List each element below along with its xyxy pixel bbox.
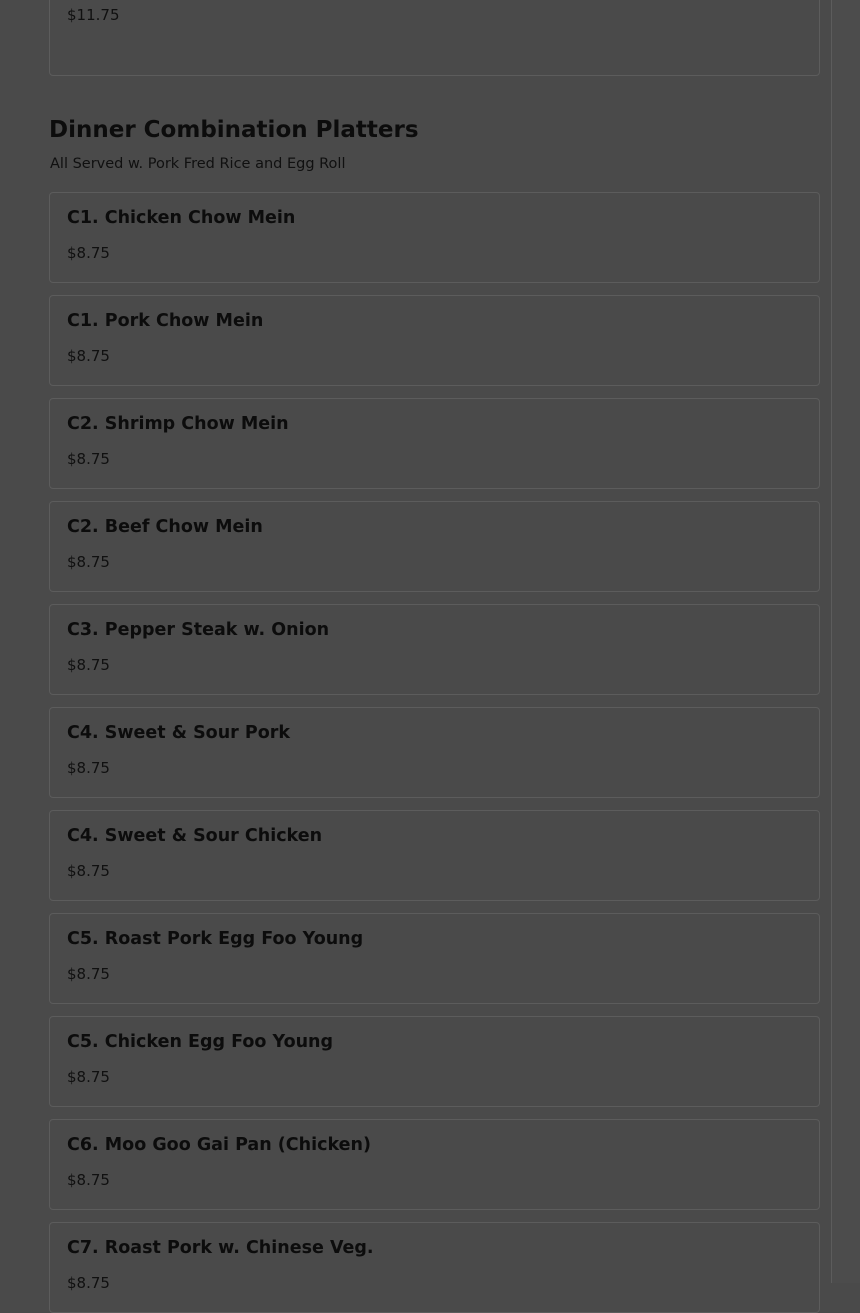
- menu-item-name: C3. Pepper Steak w. Onion: [67, 620, 330, 640]
- menu-item-price: $8.75: [67, 450, 110, 468]
- section-title: Dinner Combination Platters: [49, 117, 419, 143]
- menu-item-name: C1. Chicken Chow Mein: [67, 208, 296, 228]
- menu-item-price: $8.75: [67, 347, 110, 365]
- menu-item-price: $8.75: [67, 1068, 110, 1086]
- menu-item-card[interactable]: [49, 1222, 820, 1313]
- menu-item-card[interactable]: [49, 913, 820, 1004]
- menu-item-name: C1. Pork Chow Mein: [67, 311, 264, 331]
- menu-item-card[interactable]: [49, 810, 820, 901]
- menu-item-card[interactable]: [49, 192, 820, 283]
- menu-item-name: C6. Moo Goo Gai Pan (Chicken): [67, 1135, 371, 1155]
- menu-item-price: $8.75: [67, 656, 110, 674]
- menu-item-card[interactable]: [49, 1016, 820, 1107]
- menu-item-card[interactable]: [49, 604, 820, 695]
- menu-item-name: C2. Beef Chow Mein: [67, 517, 263, 537]
- menu-item-name: C5. Roast Pork Egg Foo Young: [67, 929, 364, 949]
- menu-item-price: $8.75: [67, 862, 110, 880]
- menu-item-card[interactable]: [49, 1119, 820, 1210]
- menu-item-price: $11.75: [67, 6, 120, 24]
- section-subtitle: All Served w. Pork Fred Rice and Egg Roll: [50, 156, 346, 172]
- menu-item-card[interactable]: [49, 707, 820, 798]
- menu-item-price: $8.75: [67, 553, 110, 571]
- menu-item-name: C7. Roast Pork w. Chinese Veg.: [67, 1238, 374, 1258]
- menu-item-price: $8.75: [67, 1274, 110, 1292]
- scroll-rail[interactable]: [832, 0, 860, 1283]
- menu-item-name: C4. Sweet & Sour Chicken: [67, 826, 323, 846]
- menu-item-name: C2. Shrimp Chow Mein: [67, 414, 289, 434]
- menu-item-price: $8.75: [67, 1171, 110, 1189]
- menu-item-card[interactable]: [49, 501, 820, 592]
- menu-item-price: $8.75: [67, 965, 110, 983]
- menu-item-name: C4. Sweet & Sour Pork: [67, 723, 291, 743]
- menu-item-price: $8.75: [67, 759, 110, 777]
- menu-item-name: C5. Chicken Egg Foo Young: [67, 1032, 334, 1052]
- menu-item-card[interactable]: [49, 398, 820, 489]
- menu-item-card[interactable]: [49, 295, 820, 386]
- menu-item-price: $8.75: [67, 244, 110, 262]
- menu-item-card[interactable]: [49, 0, 820, 76]
